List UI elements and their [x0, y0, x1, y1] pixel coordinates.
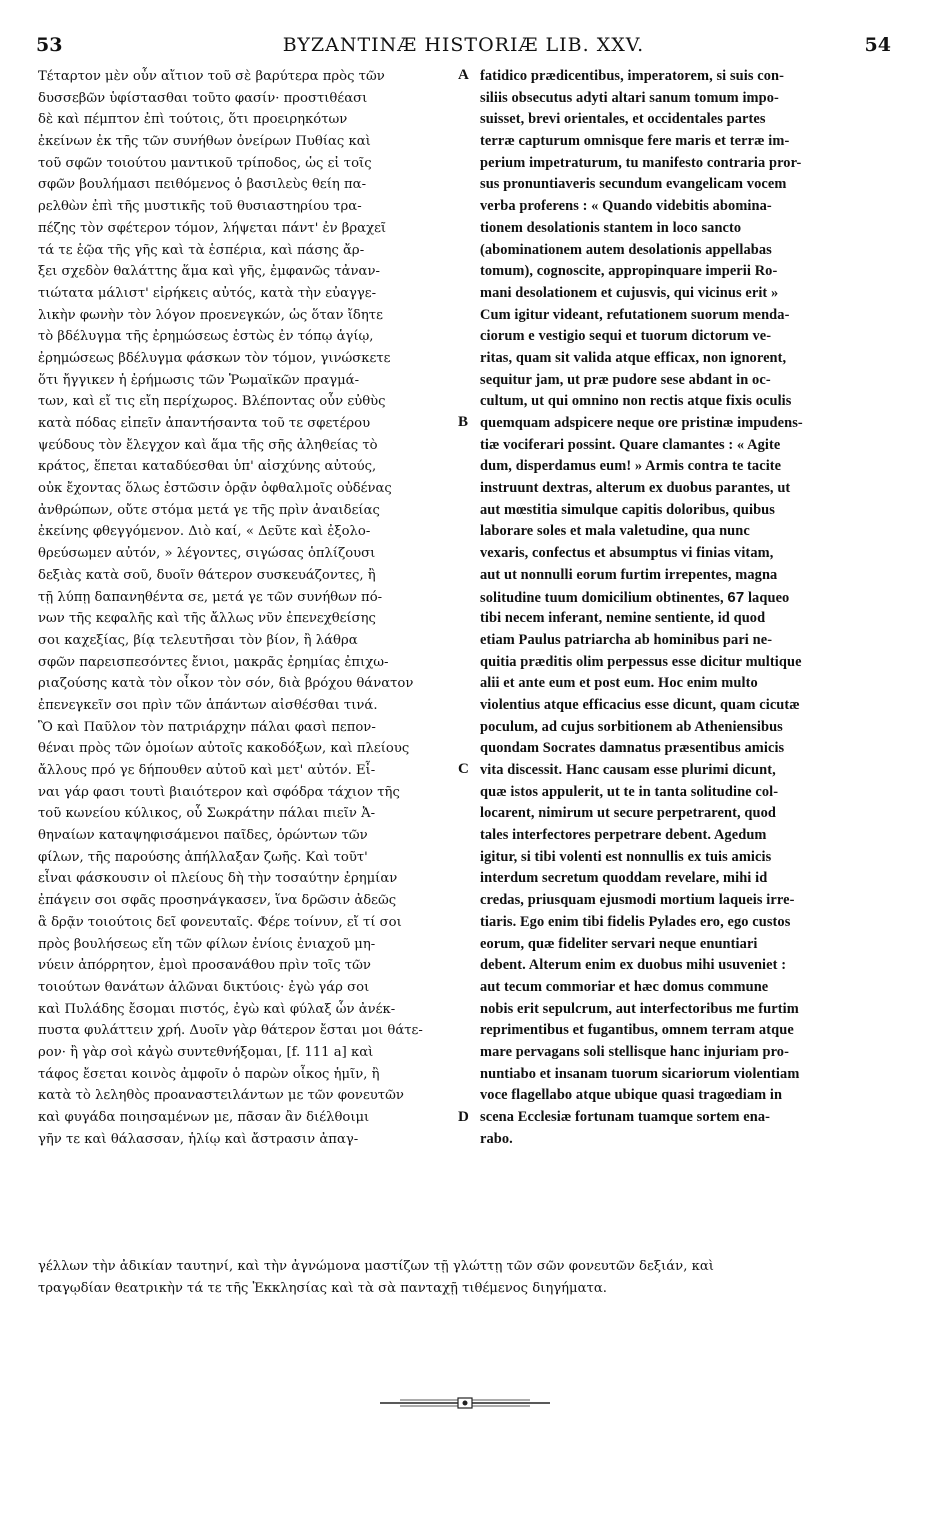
latin-text-line: reprimentibus et fugantibus, omnem terram atque	[480, 1022, 794, 1039]
latin-text-line: siliis obsecutus adyti altari sanum tomum impo-	[480, 89, 779, 106]
latin-text-line: laborare soles et mala valetudine, qua nunc	[480, 523, 750, 540]
section-marker-b: B	[458, 414, 469, 430]
latin-text-line: aut ut nonnulli eorum furtim irrepentes, magna	[480, 566, 778, 583]
latin-text-line: etiam Paulus patriarcha ab hominibus pari ne-	[480, 631, 773, 648]
greek-text-line: ἐρημώσεως βδέλυγμα φάσκων τὸν τόμον, γινώσκετε	[38, 350, 391, 366]
greek-text-line: οὐκ ἔχοντας ὅλως ἐστῶσιν ὁρᾷν ὀφθαλμοῖς οὐδένας	[38, 481, 392, 497]
greek-text-line: πέζης τὸν σφέτερον τόμον, λήψεται πάντ' ἐν βραχεῖ	[38, 220, 387, 236]
latin-text-line: eorum, quæ fideliter servari neque enuntiari	[480, 935, 758, 952]
greek-text-line: ρελθὼν ἐπὶ τῆς μυστικῆς τοῦ θυσιαστηρίου τρα-	[38, 199, 362, 215]
latin-text-line: locarent, nimirum ut secure perpetrarent, quod	[480, 805, 776, 822]
latin-text-line: poculum, ad cujus sorbitionem ab Atheniensibus	[480, 718, 783, 735]
page-header	[0, 34, 927, 64]
latin-text-line: igitur, si tibi volenti est nonnullis ex tuis amicis	[480, 848, 772, 865]
latin-text-line: terræ capturum omnisque fere maris et terræ im-	[480, 133, 790, 150]
greek-text-line: τοῦ σφῶν τοιούτου μαντικοῦ τρίποδος, ὡς εἰ τοῖς	[38, 155, 372, 171]
latin-text-line: (abominationem autem desolationis appellabas	[480, 241, 772, 258]
latin-text-line: quemquam adspicere neque ore pristinæ impudens-	[480, 415, 803, 431]
page-number-left: 53	[36, 34, 63, 56]
greek-text-line: πυστα φυλάττειν χρή. Δυοῖν γὰρ θάτερον ἔσται μοι θάτε-	[38, 1023, 423, 1039]
latin-text-line: quondam Socrates damnatus præsentibus amicis	[480, 740, 785, 757]
greek-text-line: γῆν τε καὶ θάλασσαν, ἡλίῳ καὶ ἄστρασιν ἀπαγ-	[38, 1131, 359, 1147]
section-marker-d: D	[458, 1109, 469, 1125]
section-marker-a: A	[458, 67, 469, 83]
greek-text-line: σοι καχεξίας, βίᾳ τελευτῆσαι τὸν βίον, ἢ λάθρα	[38, 632, 358, 648]
latin-text-line: vita discessit. Hanc causam esse plurimi dicunt,	[480, 762, 776, 778]
greek-text-line: ρον· ἢ γὰρ σοὶ κἀγὼ συντεθνήξομαι, [f. 111 a] καὶ	[38, 1044, 374, 1060]
greek-text-line: λικὴν φωνὴν τὸν λόγον προενεγκών, ὡς ὅταν ἴδητε	[38, 307, 383, 323]
greek-text-line: ἃ δρᾷν τοιούτοις δεῖ φονευταῖς. Φέρε τοίνυν, εἴ τί σοι	[38, 914, 402, 930]
latin-text-line: perium impetraturum, tu manifesto contraria pror-	[480, 154, 802, 171]
greek-text-line: σφῶν βουλήμασι πειθόμενος ὁ βασιλεὺς θείη πα-	[38, 177, 367, 193]
greek-text-line: κατὰ πόδας εἰπεῖν ἀπαντήσαντα τοῦ τε σφετέρου	[38, 416, 371, 431]
latin-text-line: debent. Alterum enim ex duobus mihi usuveniet :	[480, 957, 787, 974]
greek-text-line: τά τε ἑῷα τῆς γῆς καὶ τὰ ἑσπέρια, καὶ πάσης ἄρ-	[38, 242, 365, 258]
greek-text-line: τοιούτων θανάτων ἁλῶναι δικτύοις· ἐγὼ γάρ σοι	[38, 979, 370, 995]
latin-text-line: sequitur jam, ut præ pudore sese abdant in oc-	[480, 371, 771, 388]
latin-text-line: tales interfectores perpetrare debent. Agedum	[480, 827, 767, 844]
latin-text-line: interdum secretum quoddam revelare, mihi id	[480, 870, 768, 887]
greek-text-line: τιώτατα μάλιστ' εἰρήκεις αὐτός, κατὰ τὴν εὐαγγε-	[38, 285, 377, 301]
page-number-right: 54	[864, 34, 891, 56]
full-width-text-line: τραγῳδίαν θεατρικὴν τά τε τῆς Ἐκκλησίας καὶ τὰ σὰ πανταχῇ τιθέμενος διηγήματα.	[38, 1280, 607, 1296]
section-marker-c: C	[458, 761, 469, 777]
greek-text-line: ἐκείνων ἐκ τῆς τῶν συνήθων ὀνείρων Πυθίας καὶ	[38, 134, 371, 150]
greek-text-line: θρεύσωμεν αὐτόν, » λέγοντες, σιγώσας ὁπλίζουσι	[38, 546, 376, 562]
greek-text-line: καὶ φυγάδα ποιησαμένων με, πᾶσαν ἂν διέλθοιμι	[38, 1110, 370, 1125]
latin-text-line: solitudine tuum domicilium obtinentes, 67 laqueo	[480, 588, 790, 606]
greek-text-line: ἐπενεγκεῖν σοι πρὶν τῶν ἁπάντων αἰσθέσθαι τινά.	[38, 697, 378, 713]
greek-text-line: θηναίων καταψηφισάμενοι παῖδες, ὁρώντων τῶν	[38, 828, 368, 844]
latin-text-line: ritas, quam sit valida atque efficax, non ignorent,	[480, 349, 787, 366]
greek-text-line: θέναι πρὸς τῶν ὁμοίων αὐτοῖς κακοδόξων, καὶ πλείους	[38, 741, 410, 757]
greek-text-line: τῇ λύπῃ δαπανηθέντα σε, μετά γε τῶν συνήθων πό-	[38, 589, 383, 605]
full-width-text-line: γέλλων τὴν ἀδικίαν ταυτηνί, καὶ τὴν ἀγνώμονα μαστίζων τῇ γλώττῃ τῶν σῶν φονευτῶν δεξιάν, καὶ	[38, 1259, 714, 1274]
latin-text-line: sus pronuntiaveris secundum evangelicam vocem	[480, 176, 787, 193]
full-width-text	[38, 1256, 898, 1299]
greek-text-line: τὸ βδέλυγμα τῆς ἐρημώσεως ἑστὼς ἐν τόπῳ ἁγίῳ,	[38, 329, 374, 345]
latin-text-line: tionem desolationis stantem in loco sancto	[480, 219, 742, 236]
greek-text-line: κράτος, ἕπεται καταδύεσθαι ὑπ' αἰσχύνης αὐτούς,	[38, 459, 377, 475]
running-title: BYZANTINÆ HISTORIÆ LIB. XXV.	[282, 34, 645, 56]
latin-text-line: voce flagellabo atque ubique quasi tragœdiam in	[480, 1087, 783, 1104]
latin-text-line: violentius atque efficacius esse dicunt, quam cicutæ	[480, 696, 800, 713]
greek-text-line: φίλων, τῆς παρούσης ἀπήλλαξαν ζωῆς. Καὶ τοῦτ'	[38, 849, 368, 865]
latin-text-line: ciorum e vestigio sequi et tuorum dictorum ve-	[480, 328, 772, 345]
latin-text-line: tiaris. Ego enim tibi fidelis Pylades ero, ego custos	[480, 913, 791, 930]
latin-text-line: suisset, brevi orientales, et occidentales partes	[480, 111, 766, 128]
latin-text-line: dum, disperdamus eum! » Armis contra te tacite	[480, 458, 782, 475]
latin-text-line: aut mœstitia simulque capitis doloribus, quibus	[480, 501, 775, 518]
latin-text-line: nuntiabo et insanam tuorum sicariorum violentiam	[480, 1065, 800, 1082]
latin-text-line: Cum igitur videant, refutationem suorum menda-	[480, 306, 790, 323]
latin-text-line: tomum), cognoscite, appropinquare imperii Ro-	[480, 263, 778, 280]
greek-text-line: ψεύδους τὸν ἔλεγχον καὶ ἅμα τῆς σῆς ἀληθείας τὸ	[38, 437, 378, 453]
latin-text-line: credas, priusquam ejusmodi mortium laqueis irre-	[480, 892, 795, 909]
greek-text-line: ναι γάρ φασι τουτὶ βιαιότερον καὶ σφόδρα τάχιον τῆς	[38, 784, 400, 800]
latin-text-line: mare pervagans soli stellisque hanc injuriam pro-	[480, 1043, 789, 1060]
latin-text-line: instruunt dextras, alterum ex duobus parantes, ut	[480, 480, 791, 497]
greek-text-line: ἐκείνης φθεγγόμενον. Διὸ καί, « Δεῦτε καὶ ἐξολο-	[38, 524, 371, 540]
greek-text-line: τάφος ἔσεται κοινὸς ἀμφοῖν ὁ παρὼν οἶκος ἡμῖν, ἢ	[38, 1066, 380, 1082]
greek-text-line: δυσσεβῶν ὑφίστασθαι τοῦτο φασίν· προστιθέασι	[38, 90, 368, 106]
greek-text-line: ἐπάγειν σοι σφᾶς προσηνάγκασεν, ἵνα δρῶσιν ἀδεῶς	[38, 893, 397, 909]
greek-text-line: ξει σχεδὸν θαλάττης ἅμα καὶ γῆς, ἐμφανῶς τἀναν-	[38, 264, 380, 280]
latin-text-line: nobis erit sepulcrum, aut interfectoribus me furtim	[480, 1000, 799, 1017]
greek-text-line: ἄλλους πρό γε δήπουθεν αὐτοῦ καὶ μετ' αὐτόν. Εἶ-	[38, 763, 376, 778]
latin-text-line: alii et ante eum et post eum. Hoc enim multo	[480, 675, 758, 692]
latin-text-line: cultum, ut qui omnino non rectis atque fixis oculis	[480, 393, 792, 410]
latin-text-column	[480, 66, 894, 1150]
greek-text-line: εἶναι φάσκουσιν οἱ πλείους δὴ τὴν τοσαύτην ἐρημίαν	[38, 871, 398, 887]
greek-text-column	[38, 66, 458, 1150]
latin-text-line: quitia præditis olim perpessus esse dicitur multique	[480, 653, 802, 670]
latin-text-line: aut tecum commoriar et hæc domus commune	[480, 978, 769, 995]
latin-text-line: rabo.	[480, 1130, 513, 1147]
greek-text-line: πρὸς βουλήσεως εἴη τῶν φίλων ἐνίοις ἐνιαχοῦ μη-	[38, 936, 376, 952]
greek-text-line: ριαζούσης κατὰ τὸν οἶκον τὸν σόν, διὰ βρόχου θάνατον	[38, 676, 414, 692]
end-ornament	[380, 1396, 550, 1410]
latin-text-line: fatidico prædicentibus, imperatorem, si suis con-	[480, 68, 785, 84]
latin-text-line: quæ istos appulerit, ut te in tanta solitudine col-	[480, 783, 779, 800]
greek-text-line: Ὃ καὶ Παῦλον τὸν πατριάρχην πάλαι φασὶ πεπον-	[38, 719, 376, 735]
greek-text-line: σφῶν παρεισπεσόντες ἔνιοι, μακρᾶς ἐρημίας ἐπιχω-	[38, 654, 389, 670]
latin-text-line: tiæ vociferari possint. Quare clamantes : « Agite	[480, 436, 781, 453]
greek-text-line: καὶ Πυλάδης ἔσομαι πιστός, ἐγὼ καὶ φύλαξ ὧν ἀνέκ-	[38, 1001, 396, 1017]
latin-text-line: vexaris, confectus et absumptus vi finias vitam,	[480, 545, 774, 562]
latin-text-line: verba proferens : « Quando videbitis abomina-	[480, 198, 772, 215]
greek-text-line: νύειν ἀπόρρητον, ἐμοὶ προσανάθου πρὶν τοῖς τῶν	[38, 958, 371, 974]
greek-text-line: τοῦ κωνείου κύλικος, οὗ Σωκράτην πάλαι πιεῖν Ἀ-	[38, 806, 376, 822]
greek-text-line: κατὰ τὸ λεληθὸς προαναστειλάντων με τῶν φονευτῶν	[38, 1088, 404, 1104]
greek-text-line: δεξιὰς κατὰ σοῦ, δυοῖν θάτερον συσκευάζοντες, ἢ	[38, 567, 376, 583]
greek-text-line: Τέταρτον μὲν οὖν αἴτιον τοῦ σὲ βαρύτερα πρὸς τῶν	[38, 69, 385, 84]
greek-text-line: δὲ καὶ πέμπτον ἐπὶ τούτοις, ὅτι προειρηκότων	[38, 112, 348, 128]
marginal-number: 67	[727, 588, 745, 606]
greek-text-line: ἀνθρώπων, οὔτε στόμα μετά γε τῆς πρὶν ἀναιδείας	[38, 502, 380, 518]
latin-text-line: scena Ecclesiæ fortunam tuamque sortem ena-	[480, 1109, 771, 1125]
greek-text-line: ὅτι ἤγγικεν ἡ ἐρήμωσις τῶν Ῥωμαϊκῶν πραγμά-	[38, 372, 360, 388]
greek-text-line: των, καὶ εἴ τις εἴη περίχωρος. Βλέποντας οὖν εὐθὺς	[38, 394, 386, 410]
latin-text-line: mani desolationem et cujusvis, qui vicinus erit »	[480, 284, 779, 301]
latin-text-line: tibi necem inferant, nemine sentiente, id quod	[480, 610, 766, 627]
greek-text-line: νων τῆς κεφαλῆς καὶ τῆς ἄλλως νῦν ἐπενεχθείσης	[38, 611, 376, 627]
